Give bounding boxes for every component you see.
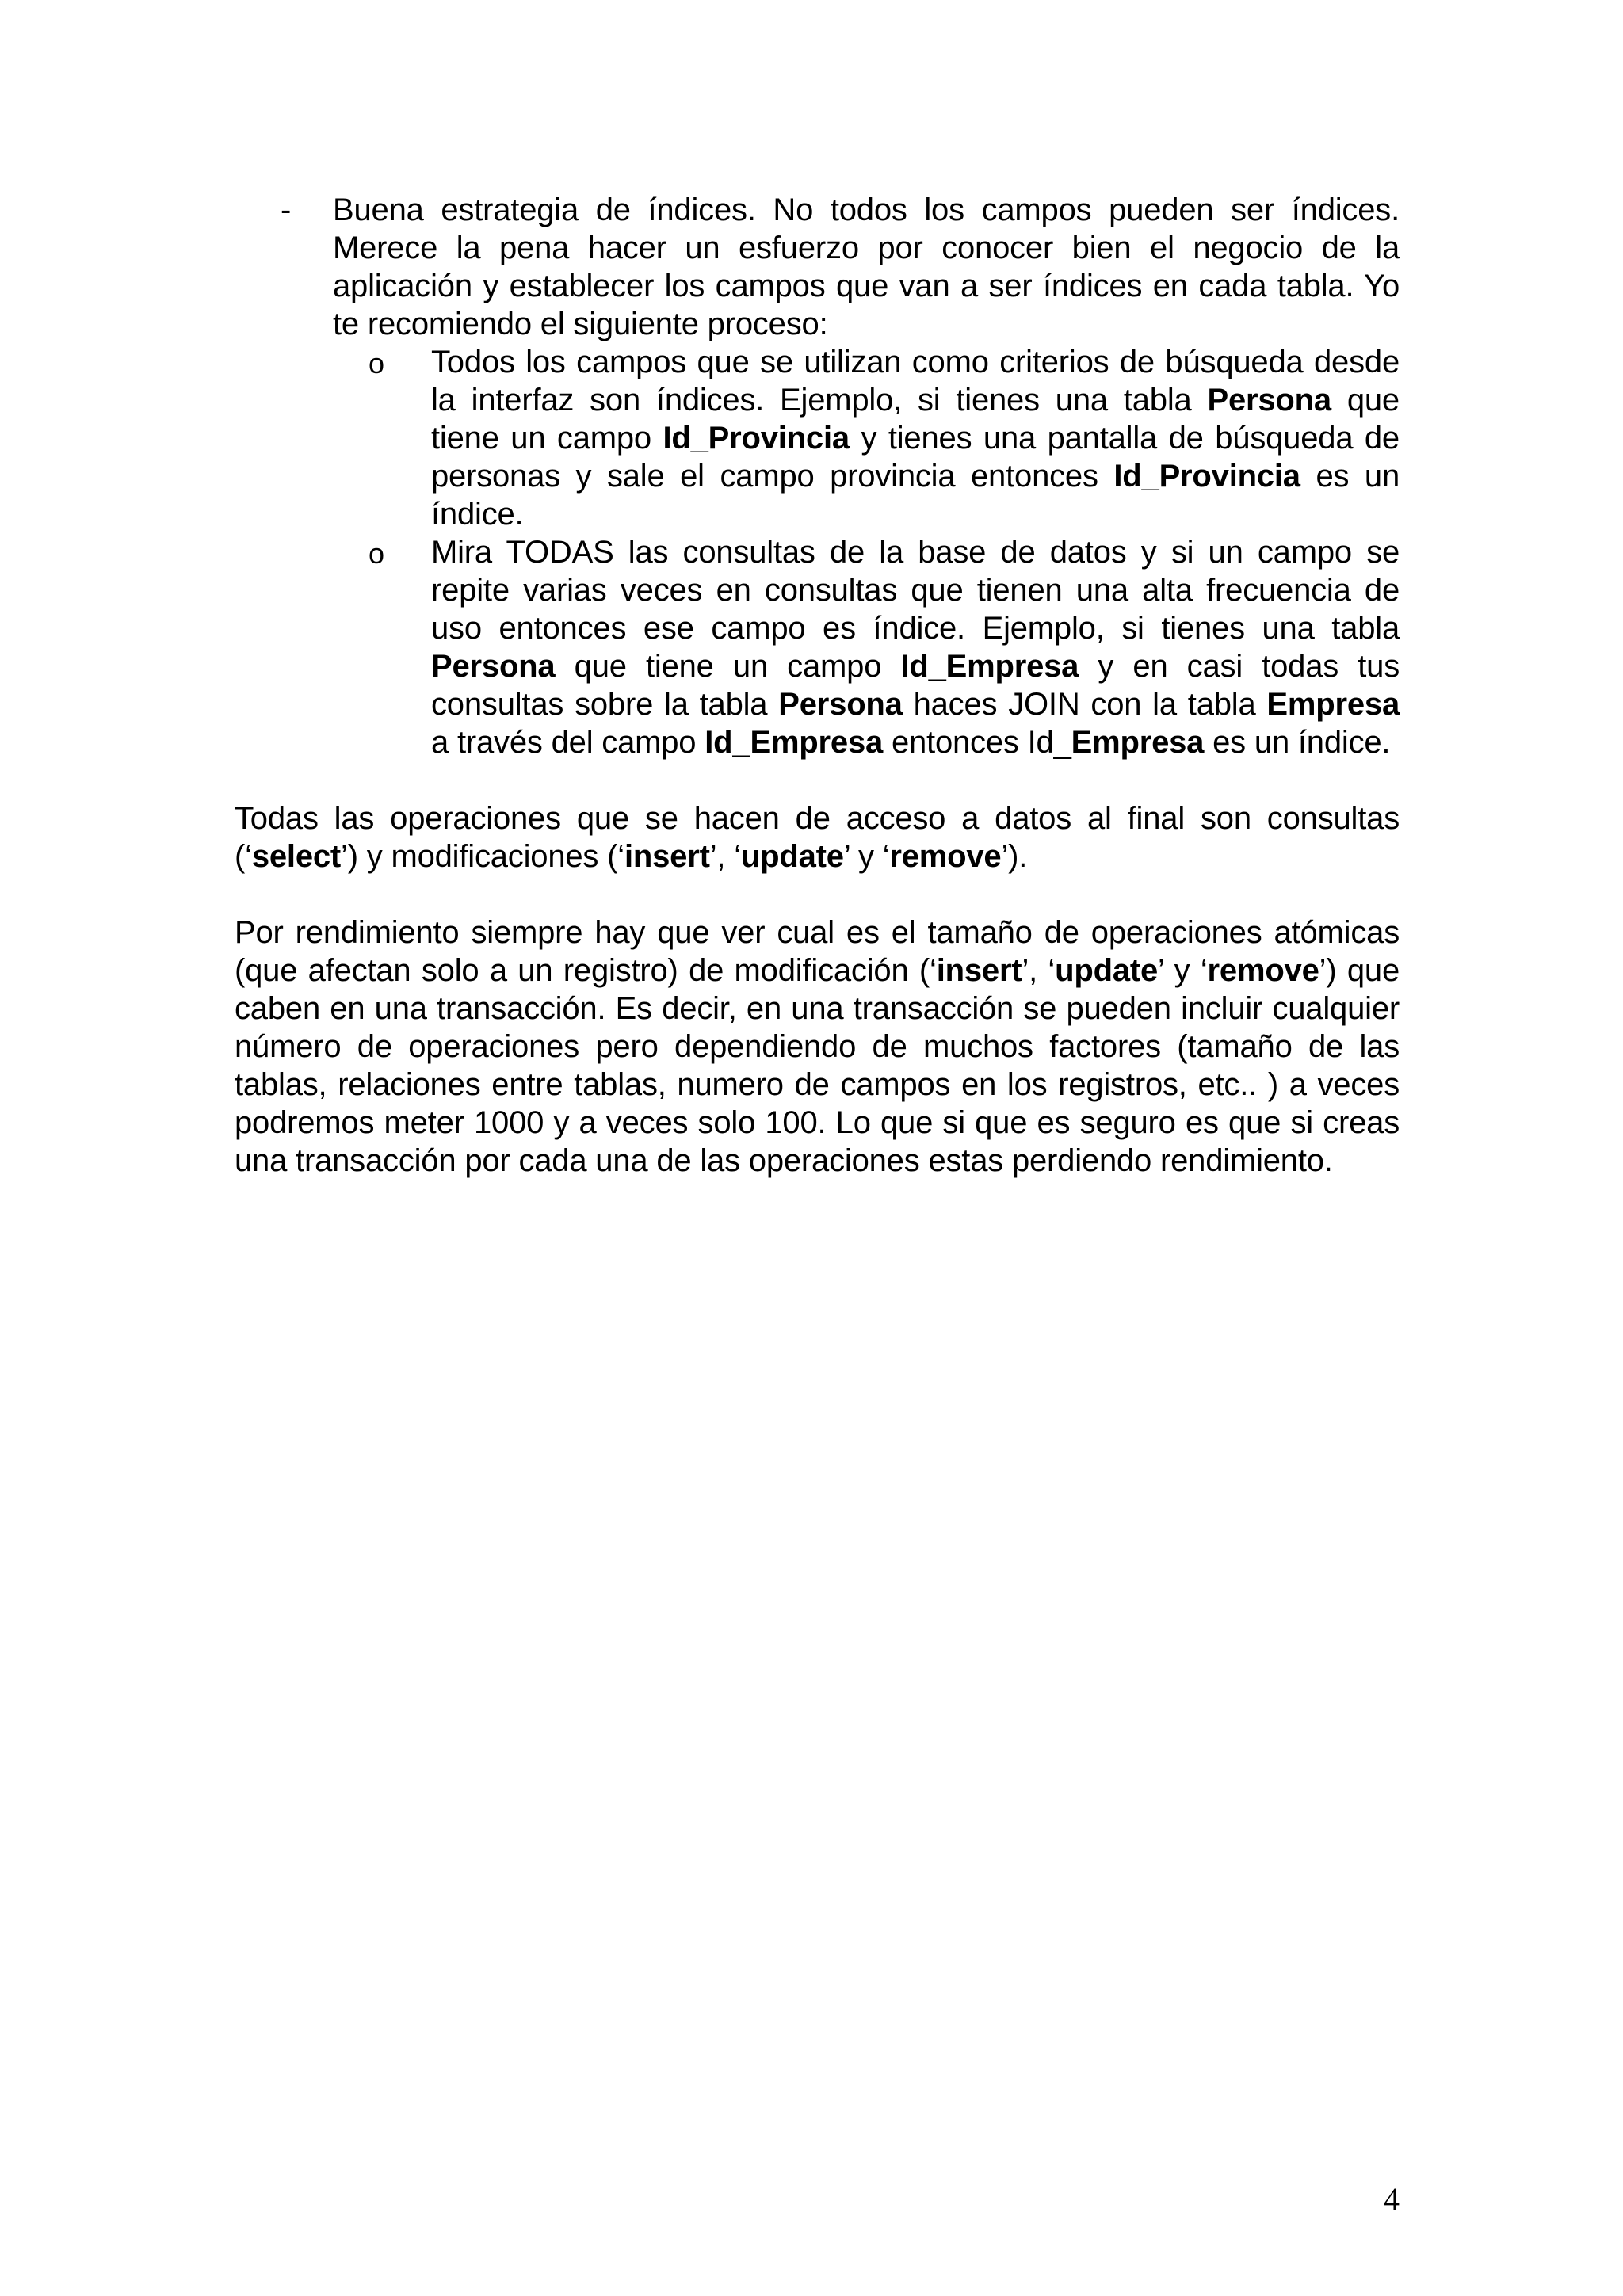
sub-list <box>333 343 1400 761</box>
sub-item-text: Todos los campos que se utilizan como criterios de búsqueda desde la interfaz son índices. Ejemplo, si tienes una tabla Persona que tiene un campo Id_Provincia y tienes una pantalla de búsqueda de personas y sale el campo provincia entonces Id_Provincia es un índice. <box>431 345 1400 532</box>
circle-bullet: o <box>369 347 384 379</box>
page-number: 4 <box>1384 2181 1400 2217</box>
sub-item <box>333 533 1400 761</box>
paragraph-performance: Por rendimiento siempre hay que ver cual es el tamaño de operaciones atómicas (que afectan solo a un registro) de modificación (‘insert’, ‘update’ y ‘remove’) que caben en una transacción. Es decir, en una transacción se pueden incluir cualquier número de operaciones pero dependiendo de muchos factores (tamaño de las tablas, relaciones entre tablas, numero de campos en los registros, etc.. ) a veces podremos meter 1000 y a veces solo 100. Lo que si que es seguro es que si creas una transacción por cada una de las operaciones estas perdiendo rendimiento. <box>235 915 1400 1178</box>
bullet-item <box>235 191 1400 761</box>
bullet-text: Buena estrategia de índices. No todos los campos pueden ser índices. Merece la pena hacer un esfuerzo por conocer bien el negocio de la aplicación y establecer los campos que van a ser índices en cada tabla. Yo te recomiendo el siguiente proceso: <box>333 193 1400 341</box>
sub-item-text: Mira TODAS las consultas de la base de datos y si un campo se repite varias veces en consultas que tienen una alta frecuencia de uso entonces ese campo es índice. Ejemplo, si tienes una tabla Persona que tiene un campo Id_Empresa y en casi todas tus consultas sobre la tabla Persona haces JOIN con la tabla Empresa a través del campo Id_Empresa entonces Id_Empresa es un índice. <box>431 535 1400 760</box>
sub-item <box>333 343 1400 533</box>
page-content <box>235 191 1400 1180</box>
dash-bullet: - <box>281 193 292 227</box>
circle-bullet: o <box>369 537 384 570</box>
paragraph-operations: Todas las operaciones que se hacen de acceso a datos al final son consultas (‘select’) y modificaciones (‘insert’, ‘update’ y ‘remove’). <box>235 801 1400 874</box>
